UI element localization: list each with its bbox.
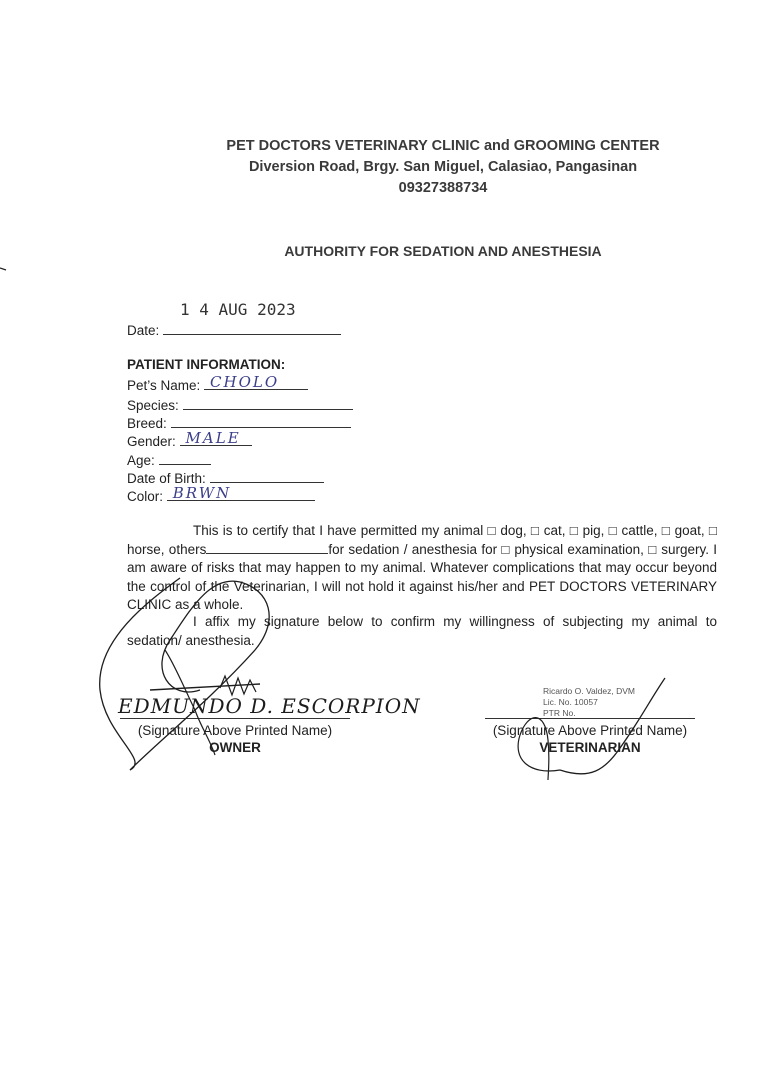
vet-stamp-ptr: PTR No. xyxy=(543,708,576,718)
clinic-phone: 09327388734 xyxy=(398,180,488,196)
clinic-address: Diversion Road, Brgy. San Miguel, Calasiao, Pangasinan xyxy=(248,159,638,175)
clinic-name: PET DOCTORS VETERINARY CLINIC and GROOMING CENTER xyxy=(226,138,660,154)
date-stamp: 1 4 AUG 2023 xyxy=(180,300,296,319)
owner-signature-label: (Signature Above Printed Name) xyxy=(137,723,333,738)
pet-name-label: Pet’s Name: xyxy=(127,378,201,393)
gender-handwritten: MALE xyxy=(185,429,241,447)
color-label: Color: xyxy=(127,489,164,504)
species-label: Species: xyxy=(127,398,179,413)
certification-text-a: This is to certify that I have permitted my animal □ dog, □ cat, □ pig, □ cattle, □ goat, □ horse, others xyxy=(127,523,717,557)
certification-text-b: for sedation / anesthesia for □ physical examination, □ surgery. I am aware of risks that may happen to my animal. Whatever complications that may occur beyond the control of the Veterinarian, I will not hold it against his/her and PET DOCTORS VETERINARY CLINIC as a whole. xyxy=(127,541,717,613)
age-label: Age: xyxy=(127,453,155,468)
form-title: AUTHORITY FOR SEDATION AND ANESTHESIA xyxy=(284,243,602,259)
owner-signature-name: EDMUNDO D. ESCORPION xyxy=(118,694,421,718)
vet-signature-label: (Signature Above Printed Name) xyxy=(492,723,688,738)
date-label: Date: xyxy=(127,323,160,338)
affix-paragraph: I affix my signature below to confirm my willingness of subjecting my animal to sedation/ anesthesia. xyxy=(127,614,717,648)
vet-stamp-name: Ricardo O. Valdez, DVM xyxy=(543,686,635,696)
pet-name-handwritten: CHOLO xyxy=(210,373,280,391)
owner-role: OWNER xyxy=(209,740,261,755)
gender-label: Gender: xyxy=(127,434,176,449)
dob-label: Date of Birth: xyxy=(127,471,206,486)
vet-stamp-license: Lic. No. 10057 xyxy=(543,697,598,707)
breed-label: Breed: xyxy=(127,416,167,431)
color-handwritten: BRWN xyxy=(172,484,232,502)
patient-info-heading: PATIENT INFORMATION: xyxy=(127,357,286,372)
vet-role: VETERINARIAN xyxy=(539,740,641,755)
